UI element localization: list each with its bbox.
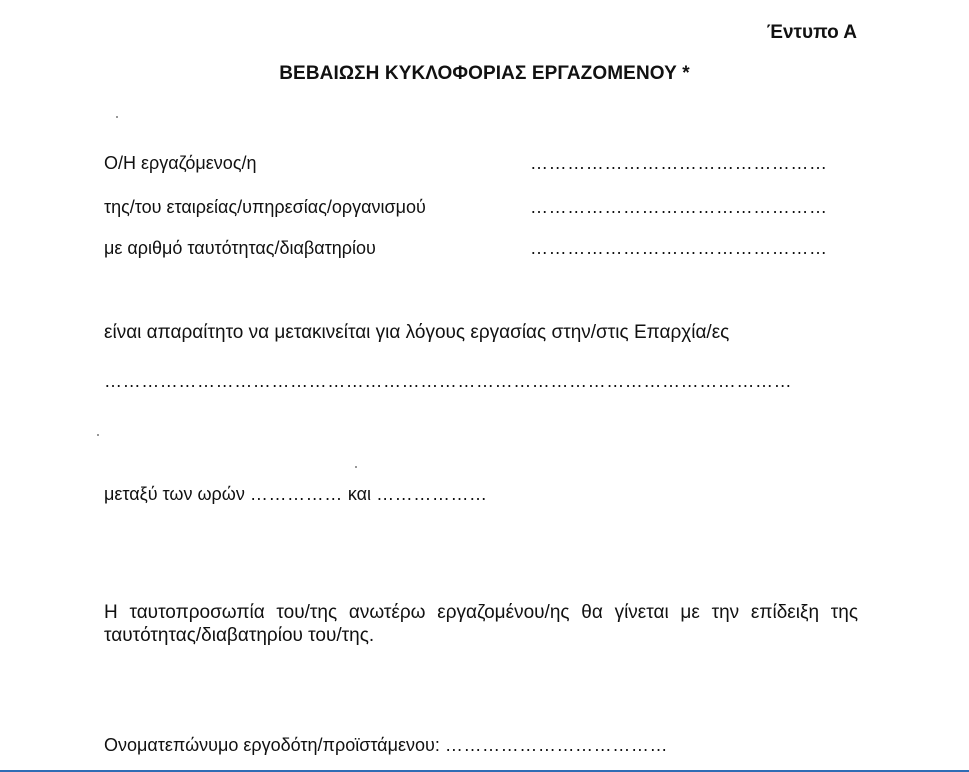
hours-from-blank: …………… [249,484,343,504]
movement-statement: είναι απαραίτητο να μετακινείται για λόγους εργασίας στην/στις Επαρχία/ες [104,322,730,343]
scan-speck [97,434,99,436]
district-blank: ………………………………………………………………………………………………… [104,371,793,391]
scan-speck [116,116,118,118]
hours-line [104,484,488,505]
employer-line [104,735,668,756]
company-label: της/του εταιρείας/υπηρεσίας/οργανισμού [104,197,426,217]
scan-speck [355,466,357,468]
employer-name-blank: ……………………………… [444,735,669,755]
hours-connector: και [347,484,372,504]
id-number-label: με αριθμό ταυτότητας/διαβατηρίου [104,238,376,258]
hours-to-blank: ……………… [376,484,488,504]
company-name-blank: ………………………………………… [530,197,828,217]
form-code: Έντυπο Α [766,22,857,43]
employee-label: Ο/Η εργαζόμενος/η [104,153,257,173]
document-title: ΒΕΒΑΙΩΣΗ ΚΥΚΛΟΦΟΡΙΑΣ ΕΡΓΑΖΟΜΕΝΟΥ * [279,63,690,84]
hours-prefix: μεταξύ των ωρών [104,484,245,504]
id-number-blank: ………………………………………… [530,238,828,258]
employee-name-blank: ………………………………………… [530,153,828,173]
identity-statement: Η ταυτοπροσωπία του/της ανωτέρω εργαζομένου/ης θα γίνεται με την επίδειξη της ταυτότητας/διαβατηρίου του/της. [104,602,858,646]
employer-label: Ονοματεπώνυμο εργοδότη/προϊστάμενου: [104,735,440,755]
